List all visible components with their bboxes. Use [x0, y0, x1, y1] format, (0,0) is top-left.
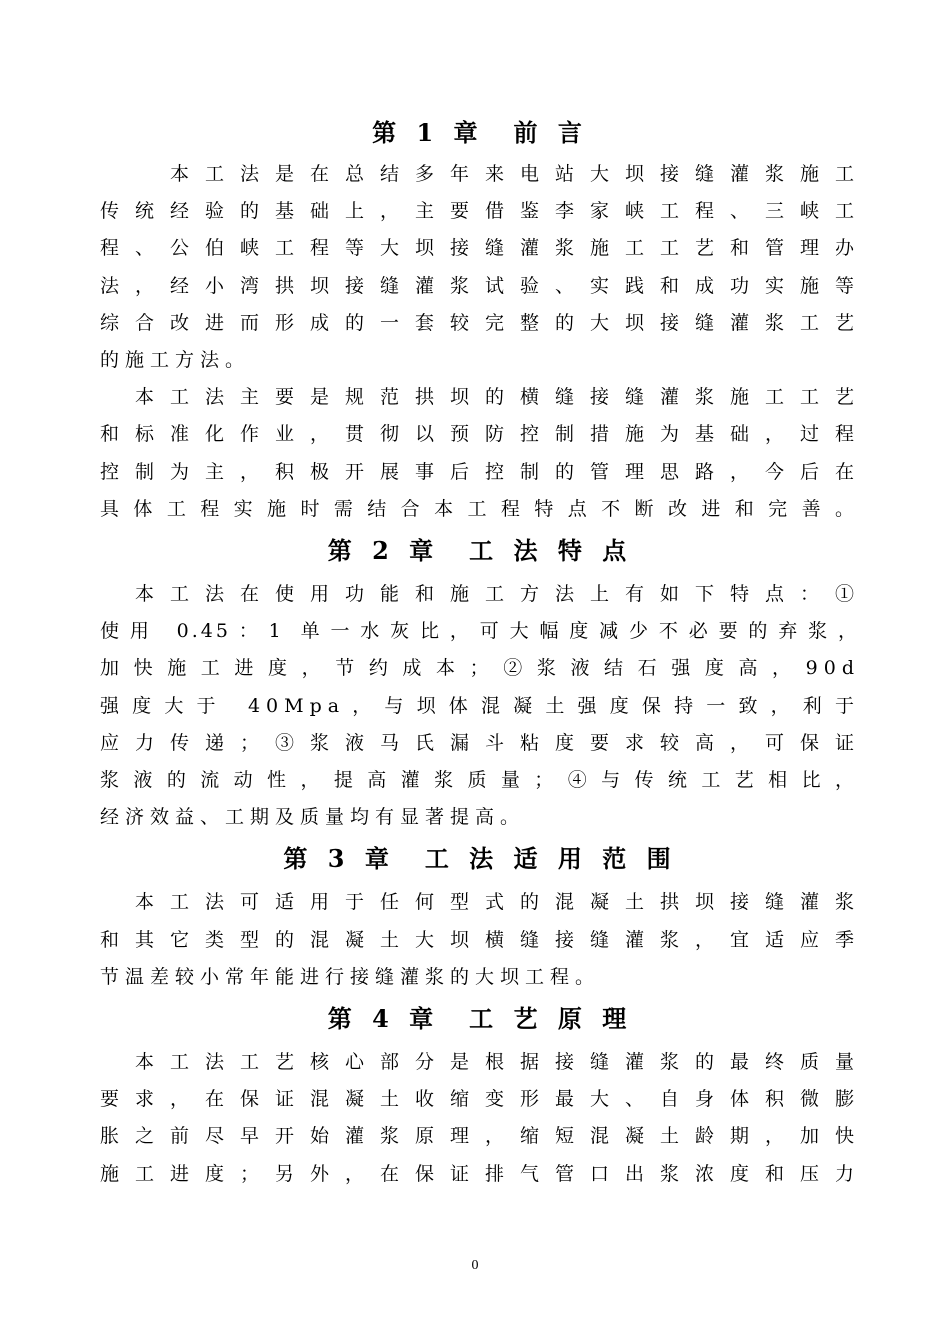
text-line: 节温差较小常年能进行接缝灌浆的大坝工程。	[100, 965, 601, 988]
text-line: 和标准化作业，贯彻以预防控制措施为基础，过程	[100, 423, 860, 446]
chapter-3-paragraph-1	[100, 884, 860, 996]
text-line: 本工法可适用于任何型式的混凝土拱坝接缝灌浆	[100, 891, 860, 914]
text-line: 浆液的流动性，提高灌浆质量；④与传统工艺相比，	[100, 769, 860, 792]
text-line: 胀之前尽早开始灌浆原理，缩短混凝土龄期，加快	[100, 1125, 860, 1148]
text-line: 法，经小湾拱坝接缝灌浆试验、实践和成功实施等	[100, 274, 860, 297]
text-line: 要求，在保证混凝土收缩变形最大、自身体积微膨	[100, 1088, 860, 1111]
text-line: 使用 0.45：1 单一水灰比，可大幅度减少不必要的弃浆，	[100, 620, 860, 643]
text-line: 加快施工进度，节约成本；②浆液结石强度高，90d	[100, 657, 860, 680]
text-line: 经济效益、工期及质量均有显著提高。	[100, 806, 526, 829]
text-line: 本工法工艺核心部分是根据接缝灌浆的最终质量	[100, 1051, 860, 1074]
text-line: 控制为主，积极开展事后控制的管理思路，今后在	[100, 460, 860, 483]
chapter-2-title: 第 2 章 工 法 特 点	[327, 536, 633, 566]
text-line: 本工法主要是规范拱坝的横缝接缝灌浆施工工艺	[100, 386, 860, 409]
text-line: 程、公伯峡工程等大坝接缝灌浆施工工艺和管理办	[100, 237, 860, 260]
text-line: 综合改进而形成的一套较完整的大坝接缝灌浆工艺	[100, 311, 860, 334]
chapter-4-title: 第 4 章 工 艺 原 理	[327, 1004, 633, 1034]
chapter-4-paragraph-1	[100, 1044, 860, 1193]
page-number: 0	[471, 1258, 479, 1273]
text-line: 强度大于 40Mpa，与坝体混凝土强度保持一致，利于	[100, 694, 860, 717]
text-line: 具体工程实施时需结合本工程特点不断改进和完善。	[100, 497, 860, 520]
chapter-1-paragraph-1	[100, 156, 860, 379]
document-page	[100, 112, 860, 1193]
chapter-1-paragraph-2	[100, 379, 860, 528]
text-line: 施工进度；另外，在保证排气管口出浆浓度和压力	[100, 1162, 860, 1185]
text-line: 应力传递；③浆液马氏漏斗粘度要求较高，可保证	[100, 731, 860, 754]
text-line: 本工法是在总结多年来电站大坝接缝灌浆施工	[100, 163, 860, 185]
chapter-3-title: 第 3 章 工 法 适 用 范 围	[283, 844, 677, 874]
chapter-1-title: 第 1 章 前 言	[372, 118, 588, 147]
chapter-2-paragraph-1	[100, 576, 860, 836]
text-line: 传统经验的基础上，主要借鉴李家峡工程、三峡工	[100, 200, 860, 223]
text-line: 和其它类型的混凝土大坝横缝接缝灌浆，宜适应季	[100, 928, 860, 951]
text-line: 的施工方法。	[100, 349, 251, 372]
text-line: 本工法在使用功能和施工方法上有如下特点：①	[100, 583, 860, 606]
